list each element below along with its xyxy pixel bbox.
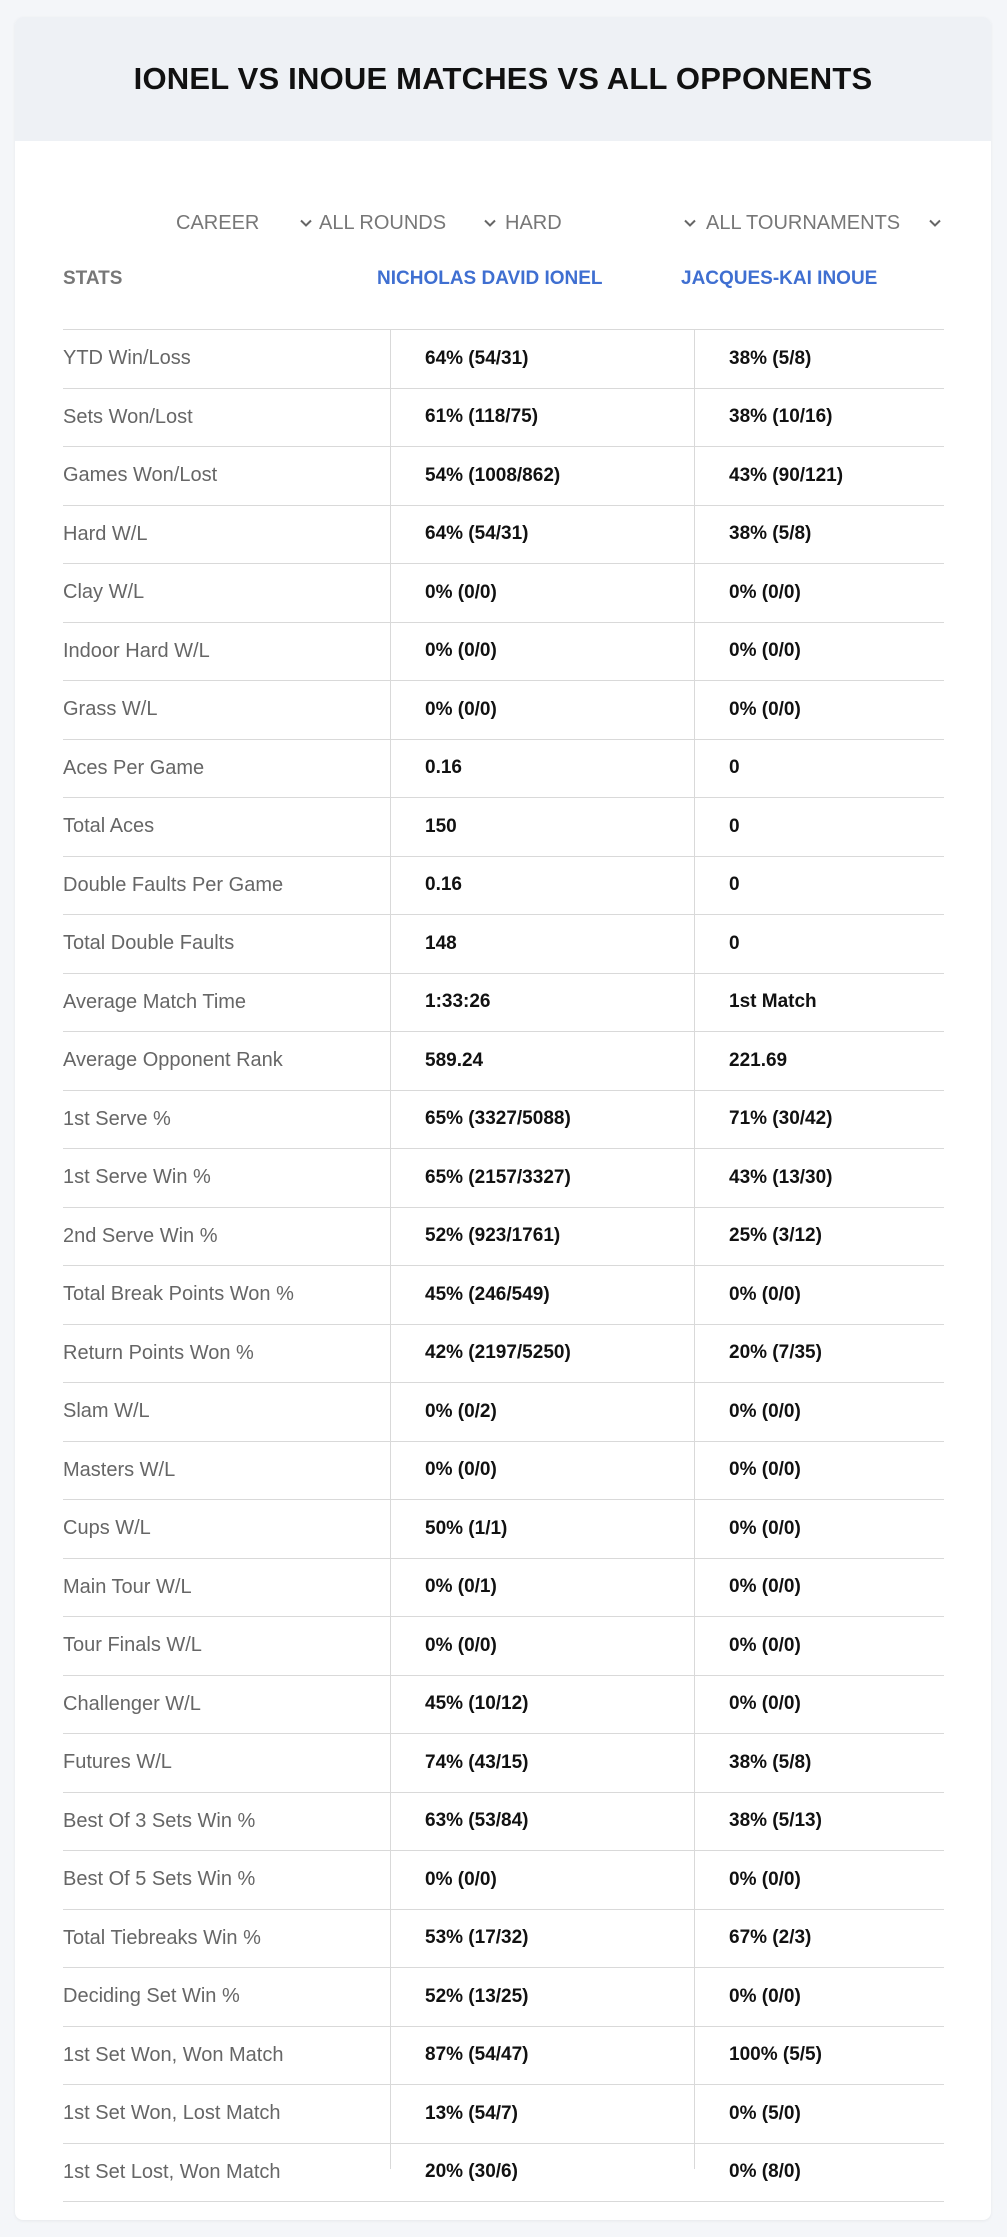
player2-value: 0 <box>729 815 740 837</box>
player1-value: 0.16 <box>425 757 462 779</box>
table-row <box>63 1968 944 2027</box>
player1-value: 45% (10/12) <box>425 1693 529 1715</box>
table-row <box>63 1617 944 1676</box>
player2-value: 0% (5/0) <box>729 2102 801 2124</box>
player1-value: 50% (1/1) <box>425 1517 508 1539</box>
stat-label: Best Of 3 Sets Win % <box>63 1809 256 1832</box>
player1-value: 0% (0/0) <box>425 1868 497 1890</box>
stat-label: 1st Serve % <box>63 1107 171 1130</box>
filter-bar <box>15 203 991 243</box>
round-select-value: ALL ROUNDS <box>319 211 447 234</box>
player1-value: 0% (0/0) <box>425 1459 497 1481</box>
table-row <box>63 389 944 448</box>
player1-value: 0% (0/0) <box>425 1634 497 1656</box>
table-row <box>63 857 944 916</box>
table-row <box>63 1442 944 1501</box>
table-row <box>63 1325 944 1384</box>
chevron-down-icon <box>927 215 943 231</box>
player1-value: 87% (54/47) <box>425 2044 529 2066</box>
player2-link[interactable]: JACQUES-KAI INOUE <box>681 268 878 289</box>
player2-value: 25% (3/12) <box>729 1225 822 1247</box>
player1-value: 63% (53/84) <box>425 1810 529 1832</box>
stat-label: Double Faults Per Game <box>63 873 284 896</box>
table-row <box>63 1383 944 1442</box>
stat-label: Clay W/L <box>63 581 145 604</box>
player2-value: 38% (5/8) <box>729 347 812 369</box>
player1-value: 0% (0/0) <box>425 698 497 720</box>
table-row <box>63 681 944 740</box>
player1-value: 589.24 <box>425 1049 484 1071</box>
player1-value: 65% (2157/3327) <box>425 1166 571 1188</box>
player1-value: 65% (3327/5088) <box>425 1108 571 1130</box>
chevron-down-icon <box>682 215 698 231</box>
table-row <box>63 623 944 682</box>
table-row <box>63 1149 944 1208</box>
stat-label: Games Won/Lost <box>63 464 218 487</box>
stat-label: Average Opponent Rank <box>63 1049 283 1072</box>
stat-label: YTD Win/Loss <box>63 347 191 370</box>
player2-value: 0 <box>729 932 740 954</box>
tournament-select[interactable] <box>706 203 943 243</box>
player2-value: 0% (0/0) <box>729 1459 801 1481</box>
player2-value: 0% (0/0) <box>729 1400 801 1422</box>
period-select-value: CAREER <box>176 211 260 234</box>
player1-value: 0% (0/2) <box>425 1400 497 1422</box>
stat-label: Deciding Set Win % <box>63 1985 240 2008</box>
table-row <box>63 564 944 623</box>
player1-value: 61% (118/75) <box>425 406 539 428</box>
player2-value: 38% (5/8) <box>729 523 812 545</box>
table-body <box>63 330 944 2202</box>
table-row <box>63 1793 944 1852</box>
table-row <box>63 1032 944 1091</box>
player1-value: 0% (0/0) <box>425 640 497 662</box>
stat-label: Slam W/L <box>63 1400 150 1423</box>
player1-value: 52% (923/1761) <box>425 1225 561 1247</box>
table-row <box>63 2144 944 2203</box>
stat-label: 1st Set Won, Won Match <box>63 2043 284 2066</box>
player2-value: 0% (0/0) <box>729 640 801 662</box>
table-row <box>63 2085 944 2144</box>
stat-label: Best Of 5 Sets Win % <box>63 1868 256 1891</box>
player2-value: 0% (0/0) <box>729 1868 801 1890</box>
stat-label: Main Tour W/L <box>63 1575 192 1598</box>
table-row <box>63 1910 944 1969</box>
player2-value: 38% (10/16) <box>729 406 833 428</box>
stat-label: 2nd Serve Win % <box>63 1224 218 1247</box>
chevron-down-icon <box>482 215 498 231</box>
player2-value: 38% (5/13) <box>729 1810 822 1832</box>
table-row <box>63 1500 944 1559</box>
table-row <box>63 974 944 1033</box>
table-row <box>63 1559 944 1618</box>
stats-card <box>15 17 991 2220</box>
player1-value: 13% (54/7) <box>425 2102 518 2124</box>
stat-label: Sets Won/Lost <box>63 405 193 428</box>
player1-link[interactable]: NICHOLAS DAVID IONEL <box>377 268 603 289</box>
player1-value: 20% (30/6) <box>425 2161 518 2183</box>
player1-value: 53% (17/32) <box>425 1927 529 1949</box>
table-row <box>63 915 944 974</box>
player1-value: 74% (43/15) <box>425 1751 529 1773</box>
table-row <box>63 1266 944 1325</box>
stat-label: Futures W/L <box>63 1751 172 1774</box>
stat-label: Return Points Won % <box>63 1341 254 1364</box>
player2-value: 38% (5/8) <box>729 1751 812 1773</box>
stat-label: Grass W/L <box>63 698 158 721</box>
player2-value: 0% (0/0) <box>729 1693 801 1715</box>
player1-value: 42% (2197/5250) <box>425 1342 571 1364</box>
stats-table <box>63 247 944 2202</box>
player2-value: 0% (0/0) <box>729 698 801 720</box>
stat-label: Total Aces <box>63 815 155 838</box>
stat-label: Challenger W/L <box>63 1692 201 1715</box>
player2-value: 0% (0/0) <box>729 1985 801 2007</box>
player1-value: 0.16 <box>425 874 462 896</box>
surface-select[interactable] <box>505 203 698 243</box>
stat-label: Aces Per Game <box>63 756 205 779</box>
player2-value: 0% (0/0) <box>729 581 801 603</box>
column-divider <box>694 329 695 2169</box>
stat-label: Average Match Time <box>63 990 247 1013</box>
player1-value: 150 <box>425 815 457 837</box>
stat-label: Tour Finals W/L <box>63 1634 202 1657</box>
player2-value: 0 <box>729 874 740 896</box>
player2-value: 100% (5/5) <box>729 2044 822 2066</box>
player2-value: 43% (13/30) <box>729 1166 833 1188</box>
table-row <box>63 447 944 506</box>
table-row <box>63 506 944 565</box>
player1-value: 0% (0/1) <box>425 1576 497 1598</box>
table-row <box>63 1208 944 1267</box>
player2-value: 20% (7/35) <box>729 1342 822 1364</box>
period-select[interactable] <box>176 203 314 243</box>
player2-value: 67% (2/3) <box>729 1927 812 1949</box>
stat-label: 1st Set Won, Lost Match <box>63 2102 281 2125</box>
table-row <box>63 1734 944 1793</box>
player2-value: 71% (30/42) <box>729 1108 833 1130</box>
table-row <box>63 1851 944 1910</box>
player1-value: 45% (246/549) <box>425 1283 550 1305</box>
stat-label: Indoor Hard W/L <box>63 639 210 662</box>
player1-value: 52% (13/25) <box>425 1985 529 2007</box>
player1-value: 64% (54/31) <box>425 347 529 369</box>
player2-value: 0% (0/0) <box>729 1283 801 1305</box>
player1-value: 0% (0/0) <box>425 581 497 603</box>
player2-value: 0% (0/0) <box>729 1634 801 1656</box>
stat-label: Total Tiebreaks Win % <box>63 1926 261 1949</box>
table-row <box>63 1676 944 1735</box>
card-header <box>15 17 991 141</box>
chevron-down-icon <box>298 215 314 231</box>
table-header <box>63 247 944 330</box>
stat-label: Cups W/L <box>63 1517 151 1540</box>
tournament-select-value: ALL TOURNAMENTS <box>706 211 901 234</box>
stats-column-header: STATS <box>63 268 123 289</box>
player2-value: 0% (0/0) <box>729 1576 801 1598</box>
stat-label: Total Double Faults <box>63 932 235 955</box>
player2-value: 0% (0/0) <box>729 1517 801 1539</box>
table-row <box>63 1091 944 1150</box>
player1-value: 1:33:26 <box>425 991 491 1013</box>
player1-value: 54% (1008/862) <box>425 464 561 486</box>
player2-value: 0% (8/0) <box>729 2161 801 2183</box>
player1-value: 64% (54/31) <box>425 523 529 545</box>
stat-label: Hard W/L <box>63 522 148 545</box>
table-row <box>63 2027 944 2086</box>
table-row <box>63 740 944 799</box>
page-title: IONEL VS INOUE MATCHES VS ALL OPPONENTS <box>133 61 873 96</box>
table-row <box>63 798 944 857</box>
table-row <box>63 330 944 389</box>
round-select[interactable] <box>319 203 498 243</box>
player2-value: 221.69 <box>729 1049 788 1071</box>
player2-value: 1st Match <box>729 991 817 1013</box>
stat-label: Masters W/L <box>63 1458 176 1481</box>
stat-label: 1st Set Lost, Won Match <box>63 2160 281 2183</box>
player2-value: 43% (90/121) <box>729 464 844 486</box>
surface-select-value: HARD <box>505 211 562 234</box>
column-divider <box>390 329 391 2169</box>
player2-value: 0 <box>729 757 740 779</box>
player1-value: 148 <box>425 932 457 954</box>
stat-label: 1st Serve Win % <box>63 1166 211 1189</box>
stat-label: Total Break Points Won % <box>63 1283 294 1306</box>
